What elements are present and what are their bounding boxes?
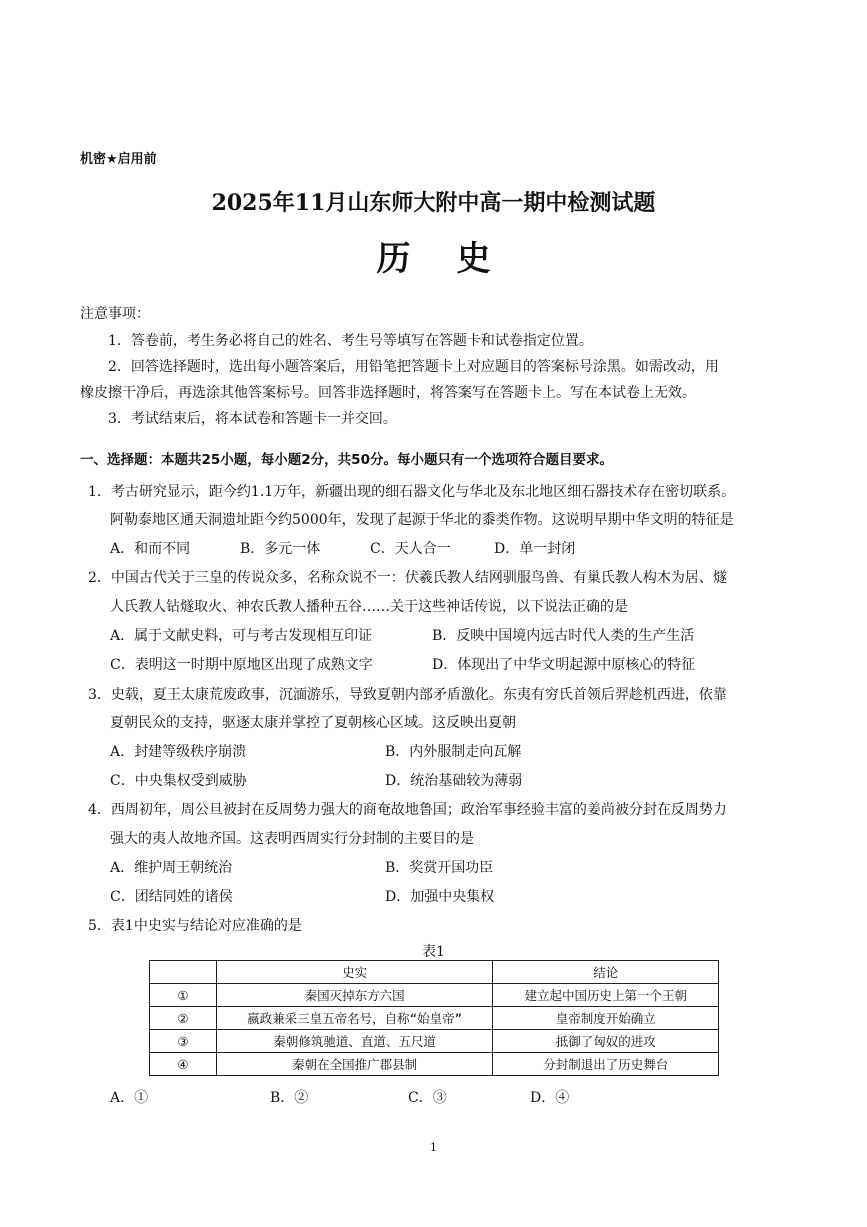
table-row xyxy=(150,1007,719,1030)
table-header-row xyxy=(150,961,719,984)
question-2-line: 2．中国古代关于三皇的传说众多，名称众说不一：伏羲氏教人结网驯服鸟兽、有巢氏教人构木为居、燧 xyxy=(88,570,727,586)
table-caption: 表1 xyxy=(422,944,445,960)
question-2-line: 人氏教人钻燧取火、神农氏教人播种五谷……关于这些神话传说，以下说法正确的是 xyxy=(110,599,628,615)
question-4-option-d: D．加强中央集权 xyxy=(385,889,495,905)
table-cell: ④ xyxy=(150,1053,217,1076)
question-5-option-a: A．① xyxy=(110,1090,149,1106)
question-4-line: 强大的夷人故地齐国。这表明西周实行分封制的主要目的是 xyxy=(110,831,474,847)
table-cell: 嬴政兼采三皇五帝名号，自称“始皇帝” xyxy=(216,1007,493,1030)
question-5-option-d: D．④ xyxy=(530,1090,570,1106)
question-1-option-d: D．单一封闭 xyxy=(494,541,576,557)
note-line: 1．答卷前，考生务必将自己的姓名、考生号等填写在答题卡和试卷指定位置。 xyxy=(108,333,593,349)
question-2-option-c: C．表明这一时期中原地区出现了成熟文字 xyxy=(110,657,373,673)
question-3-option-b: B．内外服制走向瓦解 xyxy=(385,744,522,760)
note-line: 橡皮擦干净后，再选涂其他答案标号。回答非选择题时，将答案写在答题卡上。写在本试卷上无效。 xyxy=(80,385,696,401)
table-cell: 皇帝制度开始确立 xyxy=(493,1007,719,1030)
note-line: 2．回答选择题时，选出每小题答案后，用铅笔把答题卡上对应题目的答案标号涂黑。如需改动，用 xyxy=(108,359,719,375)
question-5-line: 5．表1中史实与结论对应准确的是 xyxy=(88,918,302,934)
question-1-option-a: A．和而不同 xyxy=(110,541,191,557)
table-cell: ② xyxy=(150,1007,217,1030)
question-2-option-d: D．体现出了中华文明起源中原核心的特征 xyxy=(432,657,696,673)
question-4-line: 4．西周初年，周公旦被封在反周势力强大的商奄故地鲁国；政治军事经验丰富的姜尚被分封在反周势力 xyxy=(88,802,727,818)
table-cell: 秦朝在全国推广郡县制 xyxy=(216,1053,493,1076)
question-3-option-d: D．统治基础较为薄弱 xyxy=(385,773,523,789)
question-3-option-a: A．封建等级秩序崩溃 xyxy=(110,744,247,760)
confidential-label: 机密★启用前 xyxy=(80,152,157,167)
question-5-option-c: C．③ xyxy=(408,1090,447,1106)
question-2-option-a: A．属于文献史料，可与考古发现相互印证 xyxy=(110,628,373,644)
question-1-option-c: C．天人合一 xyxy=(370,541,451,557)
table-cell: 分封制退出了历史舞台 xyxy=(493,1053,719,1076)
question-3-line: 夏朝民众的支持，驱逐太康并掌控了夏朝核心区域。这反映出夏朝 xyxy=(110,715,516,731)
question-4-option-b: B．奖赏开国功臣 xyxy=(385,860,494,876)
question-1-line: 1．考古研究显示，距今约1.1万年，新疆出现的细石器文化与华北及东北地区细石器技术存在密切联系。 xyxy=(88,484,736,500)
question-3-option-c: C．中央集权受到威胁 xyxy=(110,773,247,789)
table-cell: 秦国灭掉东方六国 xyxy=(216,984,493,1007)
table-cell: ① xyxy=(150,984,217,1007)
table-header-cell xyxy=(150,961,217,984)
table-cell: 抵御了匈奴的进攻 xyxy=(493,1030,719,1053)
notes-heading: 注意事项： xyxy=(80,306,150,322)
question-1-line: 阿勒泰地区通天洞遗址距今约5000年，发现了起源于华北的黍类作物。这说明早期中华文明的特征是 xyxy=(110,512,734,528)
table-cell: ③ xyxy=(150,1030,217,1053)
question-3-line: 3．史载，夏王太康荒废政事，沉湎游乐，导致夏朝内部矛盾激化。东夷有穷氏首领后羿趁机西进，依靠 xyxy=(88,687,727,703)
exam-title: 2025年11月山东师大附中高一期中检测试题 xyxy=(211,190,656,216)
question-1-option-b: B．多元一体 xyxy=(240,541,321,557)
table-row xyxy=(150,1053,719,1076)
table-1 xyxy=(149,960,719,1076)
table-cell: 建立起中国历史上第一个王朝 xyxy=(493,984,719,1007)
question-4-option-c: C．团结同姓的诸侯 xyxy=(110,889,233,905)
question-5-option-b: B．② xyxy=(270,1090,309,1106)
note-line: 3．考试结束后，将本试卷和答题卡一并交回。 xyxy=(108,411,397,427)
question-2-option-b: B．反映中国境内远古时代人类的生产生活 xyxy=(432,628,695,644)
table-row xyxy=(150,984,719,1007)
table-header-cell: 结论 xyxy=(493,961,719,984)
table-row xyxy=(150,1030,719,1053)
section-heading: 一、选择题：本题共25小题，每小题2分，共50分。每小题只有一个选项符合题目要求。 xyxy=(80,452,613,468)
table-header-cell: 史实 xyxy=(216,961,493,984)
page-number: 1 xyxy=(430,1141,437,1154)
subject-title: 历史 xyxy=(376,239,537,279)
question-4-option-a: A．维护周王朝统治 xyxy=(110,860,233,876)
table-cell: 秦朝修筑驰道、直道、五尺道 xyxy=(216,1030,493,1053)
